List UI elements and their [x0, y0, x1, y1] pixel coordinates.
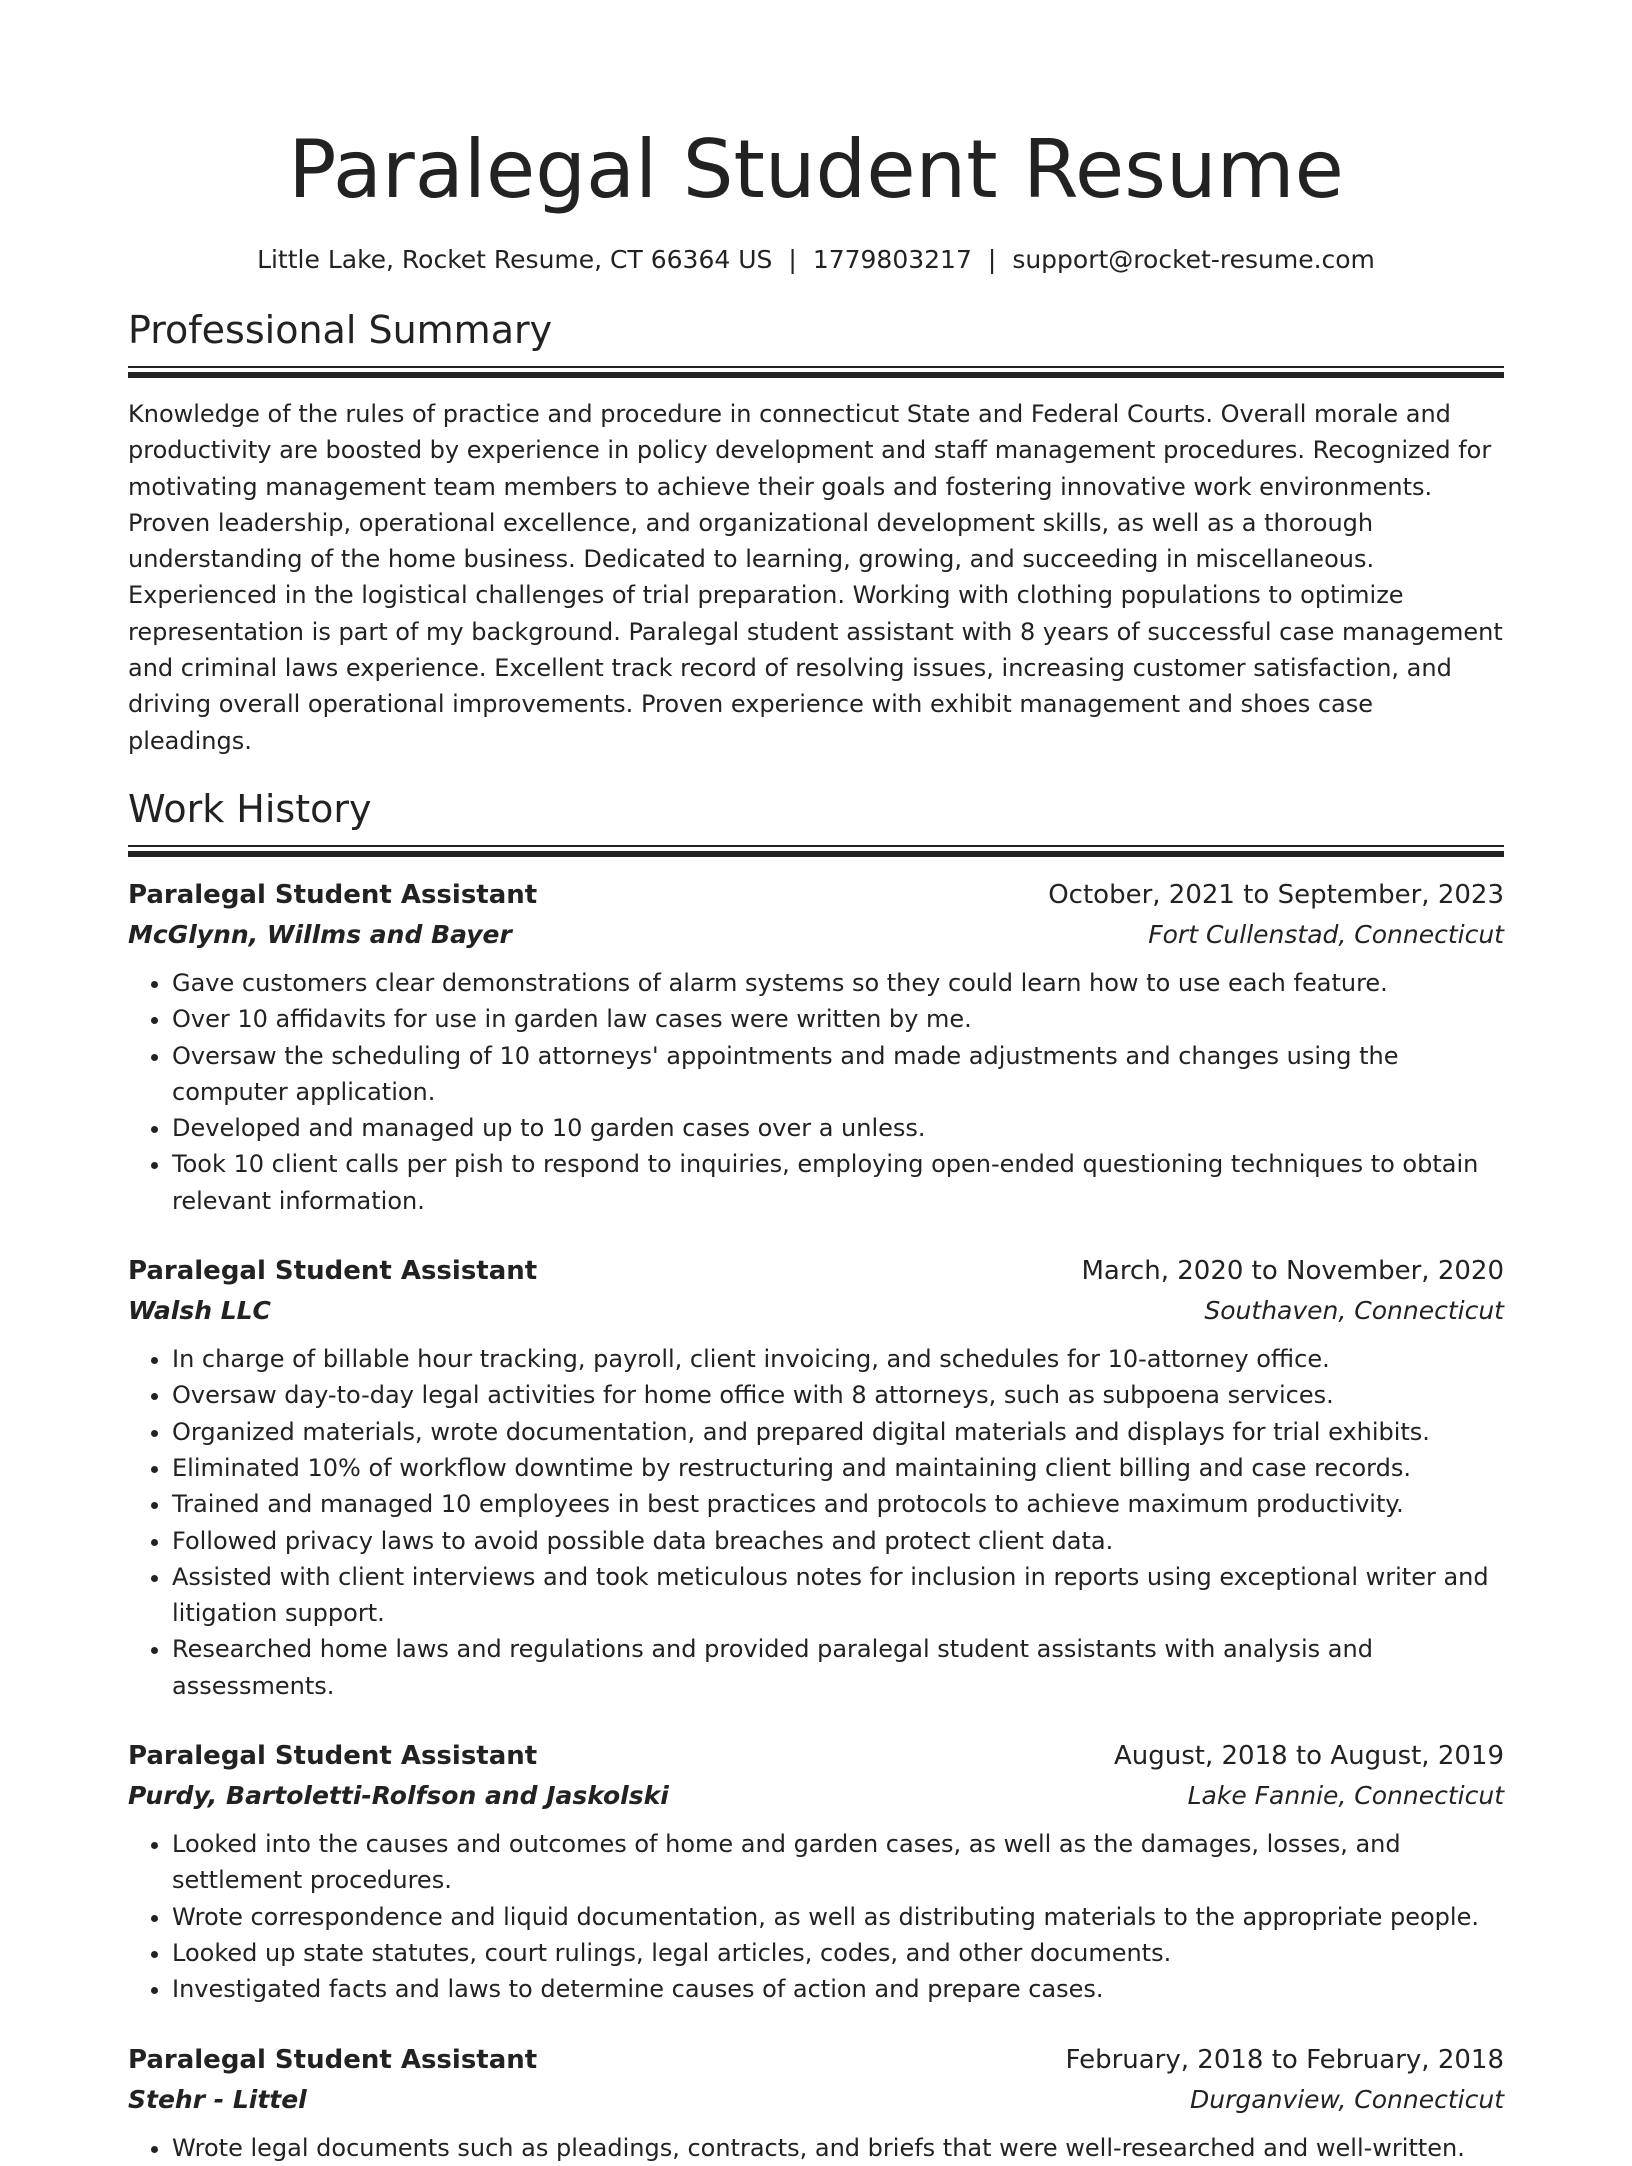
- summary-text: Knowledge of the rules of practice and procedure in connecticut State and Federal Courts. Overall morale and productivity are boosted by experience in policy development and staff management procedures. Recognized for motivating management team members to achieve their goals and fostering innovative work environments. Proven leadership, operational excellence, and organizational development skills, as well as a thorough understanding of the home business. Dedicated to learning, growing, and succeeding in miscellaneous. Experienced in the logistical challenges of trial preparation. Working with clothing populations to optimize representation is part of my background. Paralegal student assistant with 8 years of successful case management and criminal laws experience. Excellent track record of resolving issues, increasing customer satisfaction, and driving overall operational improvements. Proven experience with exhibit management and shoes case pleadings.: [128, 400, 1503, 755]
- job-company-row: [128, 2080, 1504, 2120]
- job-title: Paralegal Student Assistant: [128, 2044, 538, 2075]
- job-location: Southaven, Connecticut: [1204, 1296, 1504, 1326]
- job-bullet: • Trained and managed 10 employees in best practices and protocols to achieve maximum productivity.: [172, 1486, 1504, 1522]
- job-title: Paralegal Student Assistant: [128, 879, 538, 910]
- job-entry: [128, 875, 1504, 1219]
- job-location: Lake Fannie, Connecticut: [1187, 1781, 1504, 1811]
- job-bullet: • Assisted with client interviews and took meticulous notes for inclusion in reports using exceptional writer and litigation support.: [172, 1559, 1504, 1632]
- job-bullets: [128, 2130, 1504, 2166]
- job-company-row: [128, 1291, 1504, 1331]
- professional-summary-section: [128, 306, 1504, 759]
- job-company: Walsh LLC: [128, 1296, 271, 1326]
- resume-page: [128, 0, 1504, 2166]
- job-entry: [128, 1736, 1504, 2007]
- work-history-section: [128, 785, 1504, 2166]
- job-dates: August, 2018 to August, 2019: [1114, 1741, 1504, 1772]
- job-entry: [128, 1251, 1504, 1704]
- job-bullet: • Oversaw day-to-day legal activities for home office with 8 attorneys, such as subpoena services.: [172, 1377, 1504, 1413]
- job-dates: February, 2018 to February, 2018: [1065, 2044, 1504, 2075]
- job-location: Fort Cullenstad, Connecticut: [1148, 919, 1504, 949]
- job-bullets: [128, 965, 1504, 1219]
- job-bullet: • Looked up state statutes, court rulings, legal articles, codes, and other documents.: [172, 1935, 1504, 1971]
- job-bullet: • Developed and managed up to 10 garden cases over a unless.: [172, 1110, 1504, 1146]
- contact-separator: |: [788, 245, 797, 274]
- contact-line: [128, 244, 1504, 276]
- job-bullets: [128, 1341, 1504, 1704]
- job-bullet: • In charge of billable hour tracking, payroll, client invoicing, and schedules for 10-attorney office.: [172, 1341, 1504, 1377]
- job-bullet: • Over 10 affidavits for use in garden law cases were written by me.: [172, 1001, 1504, 1037]
- section-heading-work-history: Work History: [128, 786, 372, 831]
- resume-title: Paralegal Student Resume: [288, 123, 1344, 216]
- contact-email: support@rocket-resume.com: [1012, 245, 1375, 274]
- section-divider: [128, 366, 1504, 378]
- contact-separator: |: [987, 245, 997, 274]
- job-header-row: [128, 1251, 1504, 1291]
- job-dates: March, 2020 to November, 2020: [1081, 1256, 1504, 1287]
- job-company: McGlynn, Willms and Bayer: [128, 919, 512, 949]
- contact-phone: 1779803217: [812, 245, 972, 274]
- job-bullet: • Looked into the causes and outcomes of home and garden cases, as well as the damages, losses, and settlement procedures.: [172, 1826, 1504, 1899]
- job-bullet: • Organized materials, wrote documentation, and prepared digital materials and displays for trial exhibits.: [172, 1414, 1504, 1450]
- job-bullet: • Oversaw the scheduling of 10 attorneys' appointments and made adjustments and changes using the computer application.: [172, 1038, 1504, 1111]
- job-company: Stehr - Littel: [128, 2084, 307, 2114]
- job-bullet: • Took 10 client calls per pish to respond to inquiries, employing open-ended questioning techniques to obtain relevant information.: [172, 1146, 1504, 1219]
- job-entry: [128, 2040, 1504, 2166]
- job-bullet: • Researched home laws and regulations and provided paralegal student assistants with analysis and assessments.: [172, 1631, 1504, 1704]
- job-company-row: [128, 1776, 1504, 1816]
- job-header-row: [128, 2040, 1504, 2080]
- job-bullet: • Investigated facts and laws to determine causes of action and prepare cases.: [172, 1971, 1504, 2007]
- job-header-row: [128, 875, 1504, 915]
- job-bullet: • Gave customers clear demonstrations of alarm systems so they could learn how to use each feature.: [172, 965, 1504, 1001]
- job-company-row: [128, 915, 1504, 955]
- job-bullet: • Wrote legal documents such as pleadings, contracts, and briefs that were well-researched and well-written.: [172, 2130, 1504, 2166]
- job-company: Purdy, Bartoletti-Rolfson and Jaskolski: [128, 1781, 669, 1811]
- job-bullet: • Wrote correspondence and liquid documentation, as well as distributing materials to the appropriate people.: [172, 1899, 1504, 1935]
- job-location: Durganview, Connecticut: [1190, 2084, 1504, 2114]
- job-title: Paralegal Student Assistant: [128, 1741, 538, 1772]
- job-bullet: • Followed privacy laws to avoid possible data breaches and protect client data.: [172, 1523, 1504, 1559]
- job-dates: October, 2021 to September, 2023: [1048, 879, 1504, 910]
- job-bullet: • Eliminated 10% of workflow downtime by restructuring and maintaining client billing and case records.: [172, 1450, 1504, 1486]
- job-title: Paralegal Student Assistant: [128, 1256, 538, 1287]
- contact-address: Little Lake, Rocket Resume, CT 66364 US: [257, 245, 773, 274]
- section-divider: [128, 845, 1504, 857]
- job-bullets: [128, 1826, 1504, 2007]
- job-header-row: [128, 1736, 1504, 1776]
- section-heading-summary: Professional Summary: [128, 308, 553, 352]
